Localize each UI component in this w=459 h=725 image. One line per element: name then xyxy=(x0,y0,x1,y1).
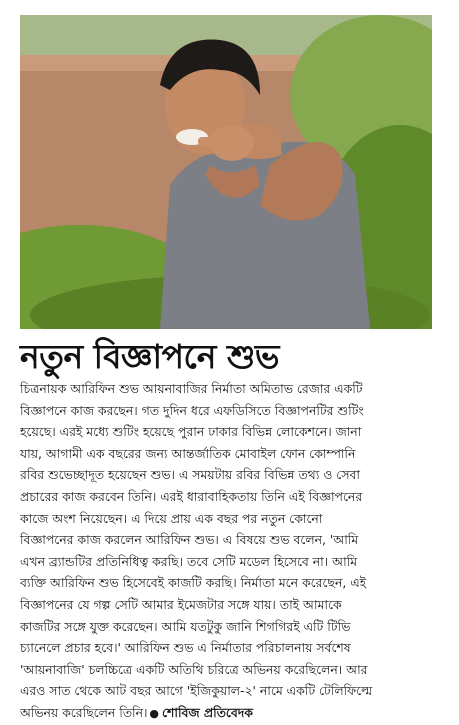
actor-photo-illustration xyxy=(20,15,432,329)
article-photo xyxy=(20,15,432,329)
body-line: চিত্রনায়ক আরিফিন শুভ আয়নাবাজির নির্মাতা অমিতাভ রেজার একটি xyxy=(20,381,363,396)
body-line: কাজে অংশ নিয়েছেন। এ দিয়ে প্রায় এক বছর পর নতুন কোনো xyxy=(20,510,323,526)
body-line-text: অভিনয় করেছিলেন তিনি। xyxy=(20,704,148,720)
body-line: 'আয়নাবাজি' চলচ্চিত্রে একটি অতিথি চরিত্রে অভিনয় করেছিলেন। আর xyxy=(20,661,368,677)
body-line: এরও সাত থেকে আট বছর আগে 'ইজিকুয়াল-২' নামে একটি টেলিফিল্মে xyxy=(20,683,373,699)
byline: শোবিজ প্রতিবেদক xyxy=(162,704,253,720)
body-line: ব্যক্তি আরিফিন শুভ হিসেবেই কাজটি করছি। নির্মাতা মনে করেছেন, এই xyxy=(20,575,367,591)
body-line: কাজটির সঙ্গে যুক্ত করেছেন। আমি যতটুকু জানি শিগগিরই এটি টিভি xyxy=(20,618,351,634)
body-line: চ্যানেলে প্রচার হবে।' আরিফিন শুভ এ নির্মাতার পরিচালনায় সর্বশেষ xyxy=(20,640,351,656)
body-line: যায়, আগামী এক বছরের জন্য আন্তর্জাতিক মোবাইল ফোন কোম্পানি xyxy=(20,445,356,461)
body-line-last xyxy=(20,702,440,725)
body-line: বিজ্ঞাপনের যে গল্প সেটি আমার ইমেজটার সঙ্গে যায়। তাই আমাকে xyxy=(20,596,342,612)
body-line: বিজ্ঞাপনের কাজ করলেন আরিফিন শুভ। এ বিষয়ে শুভ বলেন, 'আমি xyxy=(20,532,359,548)
body-line: হয়েছে। এরই মধ্যে শুটিং হয়েছে পুরান ঢাকার বিভিন্ন লোকেশনে। জানা xyxy=(20,424,362,440)
article-headline: নতুন বিজ্ঞাপনে শুভ xyxy=(20,337,279,376)
article-body xyxy=(20,378,440,725)
body-line: এখন ব্র্যান্ডটির প্রতিনিধিত্ব করছি। তবে সেটি মডেল হিসেবে না। আমি xyxy=(20,553,357,569)
byline-bullet-icon: ● xyxy=(149,706,160,720)
body-line: প্রচারের কাজ করবেন তিনি। এরই ধারাবাহিকতায় তিনি এই বিজ্ঞাপনের xyxy=(20,488,363,504)
body-line: রবির শুভেচ্ছাদূত হয়েছেন শুভ। এ সময়টায় রবির বিভিন্ন তথ্য ও সেবা xyxy=(20,467,360,483)
body-line: বিজ্ঞাপনে কাজ করছেন। গত দুদিন ধরে এফডিসিতে বিজ্ঞাপনটির শুটিং xyxy=(20,402,364,418)
